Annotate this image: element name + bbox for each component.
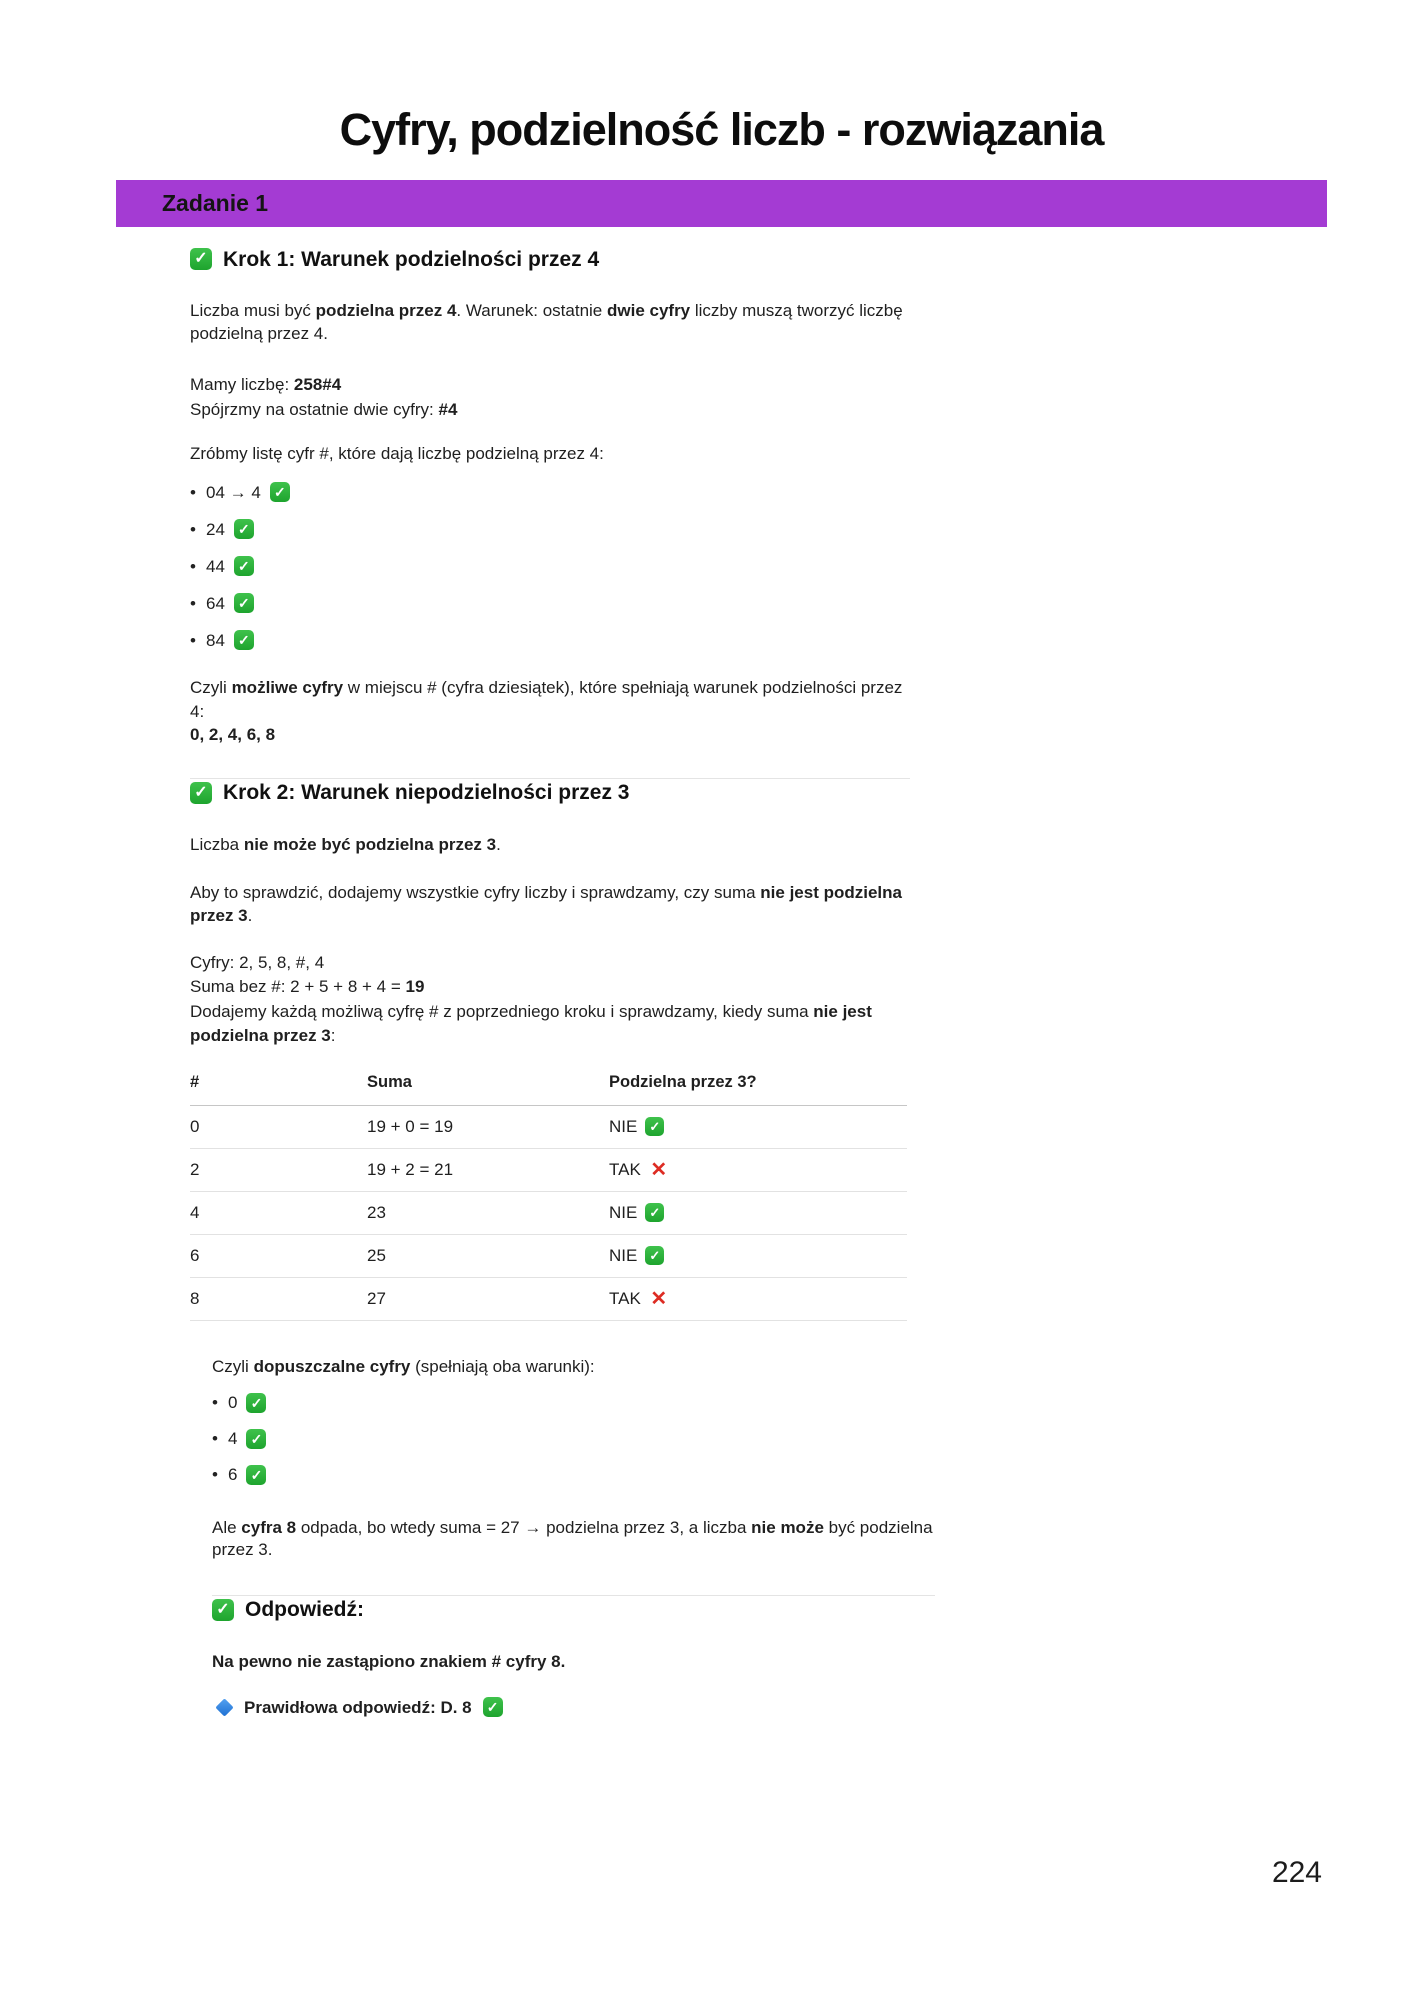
- task-banner: [116, 180, 1327, 227]
- text-segment: .: [496, 834, 501, 854]
- check-icon: [246, 1429, 266, 1449]
- table-row: [190, 1277, 907, 1320]
- text-segment: nie może: [751, 1517, 824, 1537]
- text-segment: :: [330, 1026, 336, 1045]
- results-table: [190, 1071, 907, 1321]
- check-icon: [234, 630, 254, 650]
- list-item: [212, 1426, 935, 1452]
- table-row: [190, 1148, 907, 1191]
- table-row: [190, 1191, 907, 1234]
- text-segment: cyfra 8: [241, 1517, 297, 1537]
- list-item: [212, 1462, 935, 1488]
- check-icon: [246, 1465, 266, 1485]
- list-item: [190, 516, 910, 542]
- text-segment: odpada, bo wtedy suma = 27 → podzielna przez 3, a liczba: [296, 1517, 752, 1537]
- cell-suma: 19 + 0 = 19: [367, 1105, 609, 1148]
- text-segment: dopuszczalne cyfry: [253, 1356, 411, 1376]
- check-icon: [212, 1599, 234, 1621]
- check-icon: [234, 593, 254, 613]
- cell-digit: 6: [190, 1234, 367, 1277]
- list-item-label: 0: [228, 1393, 238, 1412]
- table-header-row: [190, 1071, 907, 1106]
- bullet-icon: •: [212, 1429, 218, 1448]
- text-segment: Dodajemy każdą możliwą cyfrę # z poprzedniego kroku i sprawdzamy, kiedy suma: [190, 1001, 814, 1021]
- verdict-label: TAK: [609, 1160, 641, 1179]
- cell-verdict: [609, 1191, 907, 1234]
- verdict-label: TAK: [609, 1289, 641, 1308]
- table-header-digit: #: [190, 1071, 367, 1106]
- text-segment: nie może być podzielna przez 3: [243, 834, 497, 854]
- verdict-icon: [649, 1289, 669, 1309]
- allowed-digits-list: [212, 1390, 935, 1488]
- bullet-icon: •: [190, 593, 196, 613]
- table-header-suma: Suma: [367, 1071, 609, 1106]
- table-row: [190, 1105, 907, 1148]
- verdict-label: NIE: [609, 1246, 638, 1265]
- text-segment: . Warunek: ostatnie: [456, 301, 607, 320]
- final-answer-label: Prawidłowa odpowiedź: D. 8: [244, 1697, 472, 1717]
- text-segment: być podzielna przez 3.: [212, 1517, 933, 1559]
- cell-digit: 8: [190, 1277, 367, 1320]
- list-item-label: 6: [228, 1465, 238, 1484]
- text-segment: w miejscu # (cyfra dziesiątek), które spełniają warunek podzielności przez 4:: [190, 678, 903, 721]
- check-icon: [234, 556, 254, 576]
- text-segment: (spełniają oba warunki):: [410, 1356, 595, 1376]
- line-mamy: [190, 372, 910, 397]
- table-header-divisible: Podzielna przez 3?: [609, 1071, 907, 1106]
- line-spojrzmy: [190, 397, 910, 422]
- cell-verdict: [609, 1148, 907, 1191]
- sum-value: 19: [405, 977, 425, 996]
- line-suma: [190, 975, 910, 1000]
- cell-verdict: [609, 1234, 907, 1277]
- cell-suma: 23: [367, 1191, 609, 1234]
- list-item: [190, 590, 910, 616]
- cell-verdict: [609, 1105, 907, 1148]
- verdict-icon: [645, 1117, 664, 1136]
- text-segment: Liczba musi być: [190, 301, 316, 320]
- digit-options-list: [190, 479, 910, 653]
- text-segment: Liczba: [190, 834, 244, 854]
- cell-verdict: [609, 1277, 907, 1320]
- bullet-icon: •: [190, 519, 196, 539]
- paragraph-check-method: [190, 881, 910, 927]
- page-number: 224: [1271, 1856, 1322, 1889]
- paragraph-digit-8-excluded: [212, 1517, 935, 1561]
- line-dodajemy: [190, 1000, 910, 1049]
- cell-suma: 25: [367, 1234, 609, 1277]
- text-segment: dwie cyfry: [606, 301, 691, 320]
- step-1-heading: [190, 245, 910, 273]
- verdict-icon: [645, 1203, 664, 1222]
- list-item: [190, 479, 910, 505]
- verdict-label: NIE: [609, 1117, 638, 1136]
- diamond-icon: [215, 1698, 233, 1716]
- line-cyfry: Cyfry: 2, 5, 8, #, 4: [190, 952, 325, 972]
- check-icon: [246, 1393, 266, 1413]
- paragraph-divisibility-by-4: [190, 299, 910, 345]
- text-segment: podzielna przez 4: [315, 301, 457, 320]
- list-item-label: 4: [228, 1429, 238, 1448]
- table-row: [190, 1234, 907, 1277]
- text-segment: Czyli: [190, 678, 232, 697]
- paragraph-allowed-digits: [212, 1355, 935, 1378]
- list-item-label: 44: [206, 556, 225, 576]
- cell-suma: 27: [367, 1277, 609, 1320]
- paragraph-possible-digits: [190, 676, 910, 747]
- possible-digits-value: 0, 2, 4, 6, 8: [190, 725, 276, 744]
- list-item-label: 04 → 4: [206, 482, 261, 502]
- last-two-digits: #4: [438, 400, 458, 419]
- check-icon: [190, 782, 212, 804]
- list-item: [190, 627, 910, 653]
- cell-digit: 0: [190, 1105, 367, 1148]
- text-segment: Mamy liczbę:: [190, 375, 294, 394]
- bullet-icon: •: [190, 630, 196, 650]
- final-answer: [212, 1696, 935, 1719]
- text-segment: Spójrzmy na ostatnie dwie cyfry:: [190, 400, 439, 419]
- step-2-heading: [190, 779, 910, 807]
- bullet-icon: •: [190, 482, 196, 502]
- text-segment: nie jest podzielna przez 3: [190, 882, 902, 925]
- check-icon: [270, 482, 290, 502]
- text-segment: Aby to sprawdzić, dodajemy wszystkie cyfry liczby i sprawdzamy, czy suma: [190, 882, 761, 902]
- text-segment: możliwe cyfry: [231, 678, 344, 697]
- content-column: [190, 245, 933, 1719]
- bullet-icon: •: [190, 556, 196, 576]
- list-item-label: 84: [206, 630, 225, 650]
- paragraph-number: [190, 372, 910, 422]
- step-2-heading-label: Krok 2: Warunek niepodzielności przez 3: [223, 781, 630, 804]
- answer-heading-label: Odpowiedź:: [245, 1598, 364, 1621]
- page-title: Cyfry, podzielność liczb - rozwiązania: [339, 104, 1104, 155]
- list-item-label: 24: [206, 519, 225, 539]
- cell-digit: 2: [190, 1148, 367, 1191]
- text-segment: Suma bez #: 2 + 5 + 8 + 4 =: [190, 977, 406, 996]
- list-item: [190, 553, 910, 579]
- answer-heading: [212, 1596, 935, 1624]
- number-value: 258#4: [293, 375, 342, 394]
- step-1-heading-label: Krok 1: Warunek podzielności przez 4: [223, 247, 600, 271]
- text-segment: Ale: [212, 1517, 242, 1537]
- verdict-icon: [649, 1160, 669, 1180]
- task-banner-label: Zadanie 1: [162, 190, 269, 216]
- check-icon: [190, 248, 212, 270]
- list-item: [212, 1390, 935, 1416]
- conclusion-block: [212, 1355, 935, 1719]
- verdict-icon: [645, 1246, 664, 1265]
- bullet-icon: •: [212, 1393, 218, 1412]
- check-icon: [483, 1697, 503, 1717]
- paragraph-sum-calculation: [190, 951, 910, 1049]
- bullet-icon: •: [212, 1465, 218, 1484]
- text-segment: nie jest podzielna przez 3: [190, 1001, 872, 1045]
- text-segment: liczby muszą tworzyć liczbę podzielną przez 4.: [190, 301, 903, 343]
- paragraph-not-divisible: [190, 833, 910, 856]
- list-item-label: 64: [206, 593, 225, 613]
- verdict-label: NIE: [609, 1203, 638, 1222]
- check-icon: [234, 519, 254, 539]
- text-segment: Czyli: [212, 1356, 254, 1376]
- text-segment: .: [247, 905, 253, 925]
- answer-statement: Na pewno nie zastąpiono znakiem # cyfry 8.: [212, 1651, 566, 1671]
- paragraph-list-intro: Zróbmy listę cyfr #, które dają liczbę podzielną przez 4:: [190, 444, 604, 463]
- cell-suma: 19 + 2 = 21: [367, 1148, 609, 1191]
- cell-digit: 4: [190, 1191, 367, 1234]
